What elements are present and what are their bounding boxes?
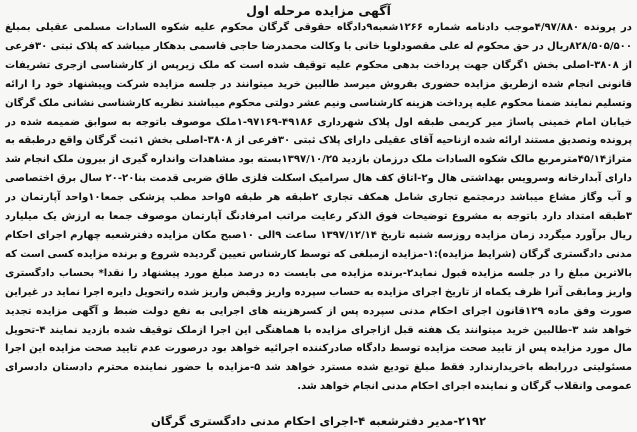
notice-signature: ۲۱۹۲-مدیر دفترشعبه ۴-اجرای احکام مدنی دادگستری گرگان [150, 414, 487, 428]
notice-body: در پرونده ۴/۹۷/۸۸۰موجب دادنامه شماره ۱۲۶۶شعبه۹دادگاه حقوقی گرگان محکوم علیه شکوه السادات مسلمی عقیلی بمبلغ ۸۲۸/۵۰۵/۵۰۰ریال در حق محکوم له علی مقصودلوبا خانی با وکالت محمدرضا حاجی قاسمی بدهکار میباشد که پلاک ثبتی ۳۰فرعی از ۳۸۰۸-اصلی بخش ۱گرگان جهت پرداخت بدهی محکوم علیه توقیف شده است که ملک زیرپس از کارشناسی ازجری تشریفات قانونی انجام شده ازطریق مزایده حضوری بفروش میرسد طالبین خرید میتوانند در جلسه مزایده شرکت وپیشنهاد خود را ارائه وتسلیم نمایند ضمنا محکوم علیه پرداخت هزینه کارشناسی ونیم عشر دولتی محکوم میباشند نظریه کارشناسی نشانی ملک گرگان خیابان امام خمینی پاساژ میر کریمی طبقه اول پلاک شهرداری ۴۹۱۸۶-۹۷۱۶۹-۱ملک موصوف باتوجه به سوابق ضمیمه شده در پرونده وتصدیق مستند ارائه شده ازناحیه آقای عقیلی دارای پلاک ثبتی ۳۰فرعی از ۳۸۰۸-اصلی بخش ۱ثبت گرگان واقع درطبقه به مترا‌ژ۴۵/۱۴مترمربع مالک شکوه السادات ملک درزمان بازدید ۱۳۹۷/۱۰/۲۵بسته بود مشاهدات وانداره گیری از بیرون ملک انجام شد دارای آبدارخانه وسرویس بهداشتی هال و۲-اتاق کف هال سرامیک اسکلت فلزی طاق ضربی قدمت بنا۲۰-۲۰ سال برق اختصاصی و آب وگاز مشاع میباشد درمجتمع تجاری شامل همکف تجاری ۲طبقه هر طبقه ۵واحد مطب پزشکی جمعا۱۰واحد آپارتمان در ۳طبقه امتداد دارد باتوجه به مشروع توضیحات فوق الذکر رعایت مراتب امرفادنگ آپارتمان موصوف جمعا به ارزش یک میلیارد ریال برآورد میگردد زمان مزایده روزسه شنبه تاریخ ۱۳۹۷/۱۲/۱۴ ساعت ۹الی ۱۰صبح مکان مزایده دفترشعبه چهارم اجرای احکام مدنی دادگستری گرگان (شرایط مزایده):۱-مزایده ازمبلغی که توسط کارشناس تعیین گردیده شروع و برنده مزایده کسی است که بالاترین مبلغ را در جلسه مزایده قبول نماید۲-برنده مزایده می بایست ده درصد مبلغ مورد پیشنهاد را نقدا* بحساب دادگستری واریز ومابقی آنرا ظرف یکماه از تاریخ اجرای مزایده به حساب سپرده واریز وقبض واریز شده راتحویل دایره اجرا نماید در غیراین صورت وفق ماده ۱۲۹قانون اجرای احکام مدنی سپرده پس از کسرهزینه های اجرایی به نفع دولت ضبط و آگهی مزایده تجدید خواهد شد ۳-طالبین خرید میتوانند یک هفته قبل ازاجرای مزایده با هماهنگی این اجرا ازملک توقیف شده بازدید نمایند ۴-تحویل مال مورد مزایده پس از تایید صحت مزایده توسط دادگاه صادرکننده اجرائیه خواهد بود درصورت عدم تایید صحت مزایده این اجرا مسئولیتی دررابطه باخریدارندارد فقط مبلغ تودیع شده مسترد خواهد شد ۵-مزایده با حضور نماینده محترم دادستان دادسرای عمومی وانقلاب گرگان و نماینده اجرای احکام مدنی انجام خواهد شد. [5, 22, 632, 393]
notice-title: آگهی مزایده مرحله اول [246, 3, 391, 18]
